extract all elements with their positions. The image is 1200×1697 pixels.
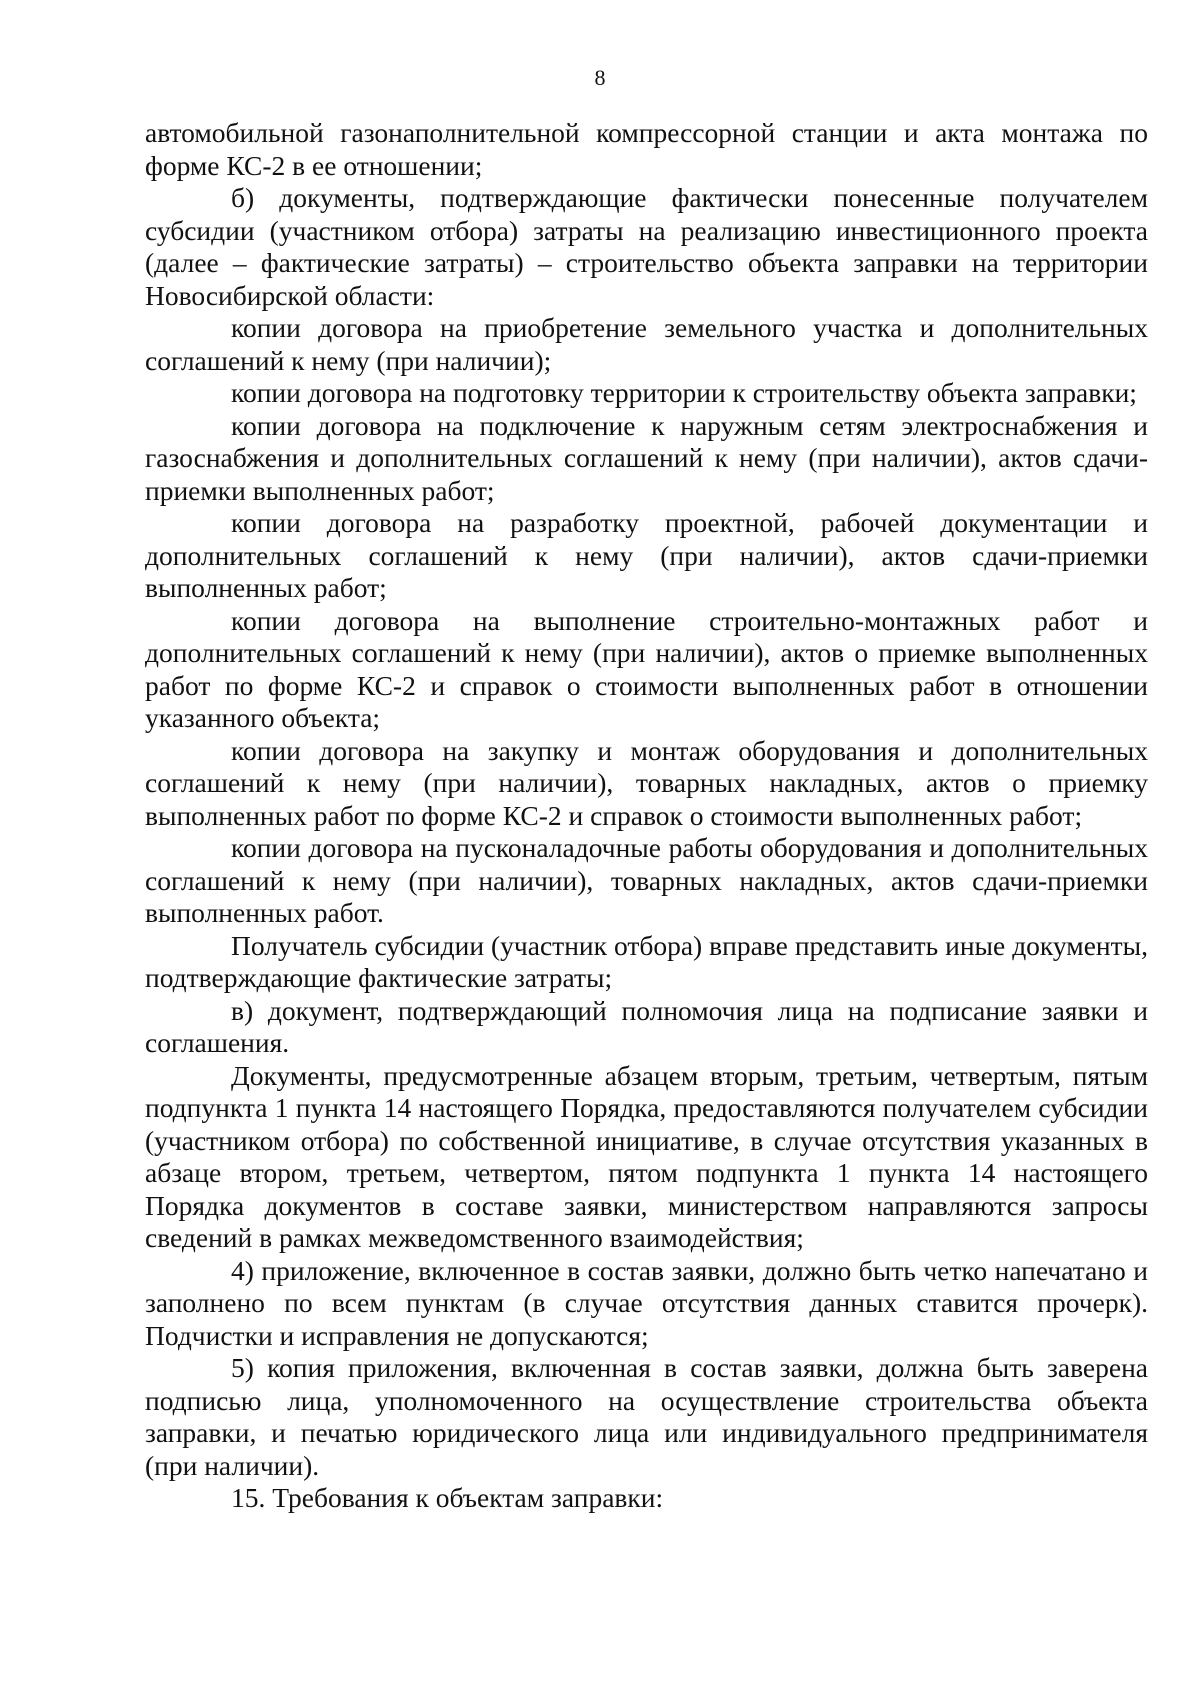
paragraph: копии договора на пусконаладочные работы оборудования и дополнительных соглашений к нему (при наличии), товарных накладных, актов сдачи-приемки выполненных работ. [145,832,1148,928]
paragraph: Получатель субсидии (участник отбора) вправе представить иные документы, подтверждающие фактические затраты; [145,929,1148,993]
paragraph: копии договора на разработку проектной, рабочей документации и дополнительных соглашений к нему (при наличии), актов сдачи-приемки выполненных работ; [145,507,1148,603]
paragraph: б) документы, подтверждающие фактически понесенные получателем субсидии (участником отбора) затраты на реализацию инвестиционного проекта (далее – фактические затраты) – строительство объекта заправки на территории Новосибирской области: [145,182,1148,311]
paragraph: Документы, предусмотренные абзацем вторым, третьим, четвертым, пятым подпункта 1 пункта 14 настоящего Порядка, предоставляются получателем субсидии (участником отбора) по собственной инициативе, в случае отсутствия указанных в абзаце втором, третьем, четвертом, пятом подпункта 1 пункта 14 настоящего Порядка документов в составе заявки, министерством направляются запросы сведений в рамках межведомственного взаимодействия; [145,1059,1148,1253]
paragraph: копии договора на подключение к наружным сетям электроснабжения и газоснабжения и дополнительных соглашений к нему (при наличии), актов сдачи-приемки выполненных работ; [145,409,1148,506]
paragraph: копии договора на подготовку территории к строительству объекта заправки; [231,377,1137,408]
paragraph: 15. Требования к объектам заправки: [231,1482,664,1513]
paragraph: копии договора на закупку и монтаж оборудования и дополнительных соглашений к нему (при наличии), товарных накладных, актов о приемку выполненных работ по форме КС-2 и справок о стоимости выполненных работ; [145,734,1148,831]
paragraph: автомобильной газонаполнительной компрессорной станции и акта монтажа по форме КС-2 в ее отношении; [145,117,1148,181]
paragraph: копии договора на выполнение строительно-монтажных работ и дополнительных соглашений к нему (при наличии), актов о приемке выполненных работ по форме КС-2 и справок о стоимости выполненных работ в отношении указанного объекта; [145,604,1148,733]
paragraph: 4) приложение, включенное в состав заявки, должно быть четко напечатано и заполнено по всем пунктам (в случае отсутствия данных ставится прочерк). Подчистки и исправления не допускаются; [145,1254,1148,1351]
paragraph: в) документ, подтверждающий полномочия лица на подписание заявки и соглашения. [145,994,1148,1058]
paragraph: 5) копия приложения, включенная в состав заявки, должна быть заверена подписью лица, уполномоченного на осуществление строительства объекта заправки, и печатью юридического лица или индивидуального предпринимателя (при наличии). [145,1352,1148,1481]
page-number: 8 [594,65,606,90]
paragraph: копии договора на приобретение земельного участка и дополнительных соглашений к нему (при наличии); [145,312,1148,376]
document-body [145,117,1148,1515]
